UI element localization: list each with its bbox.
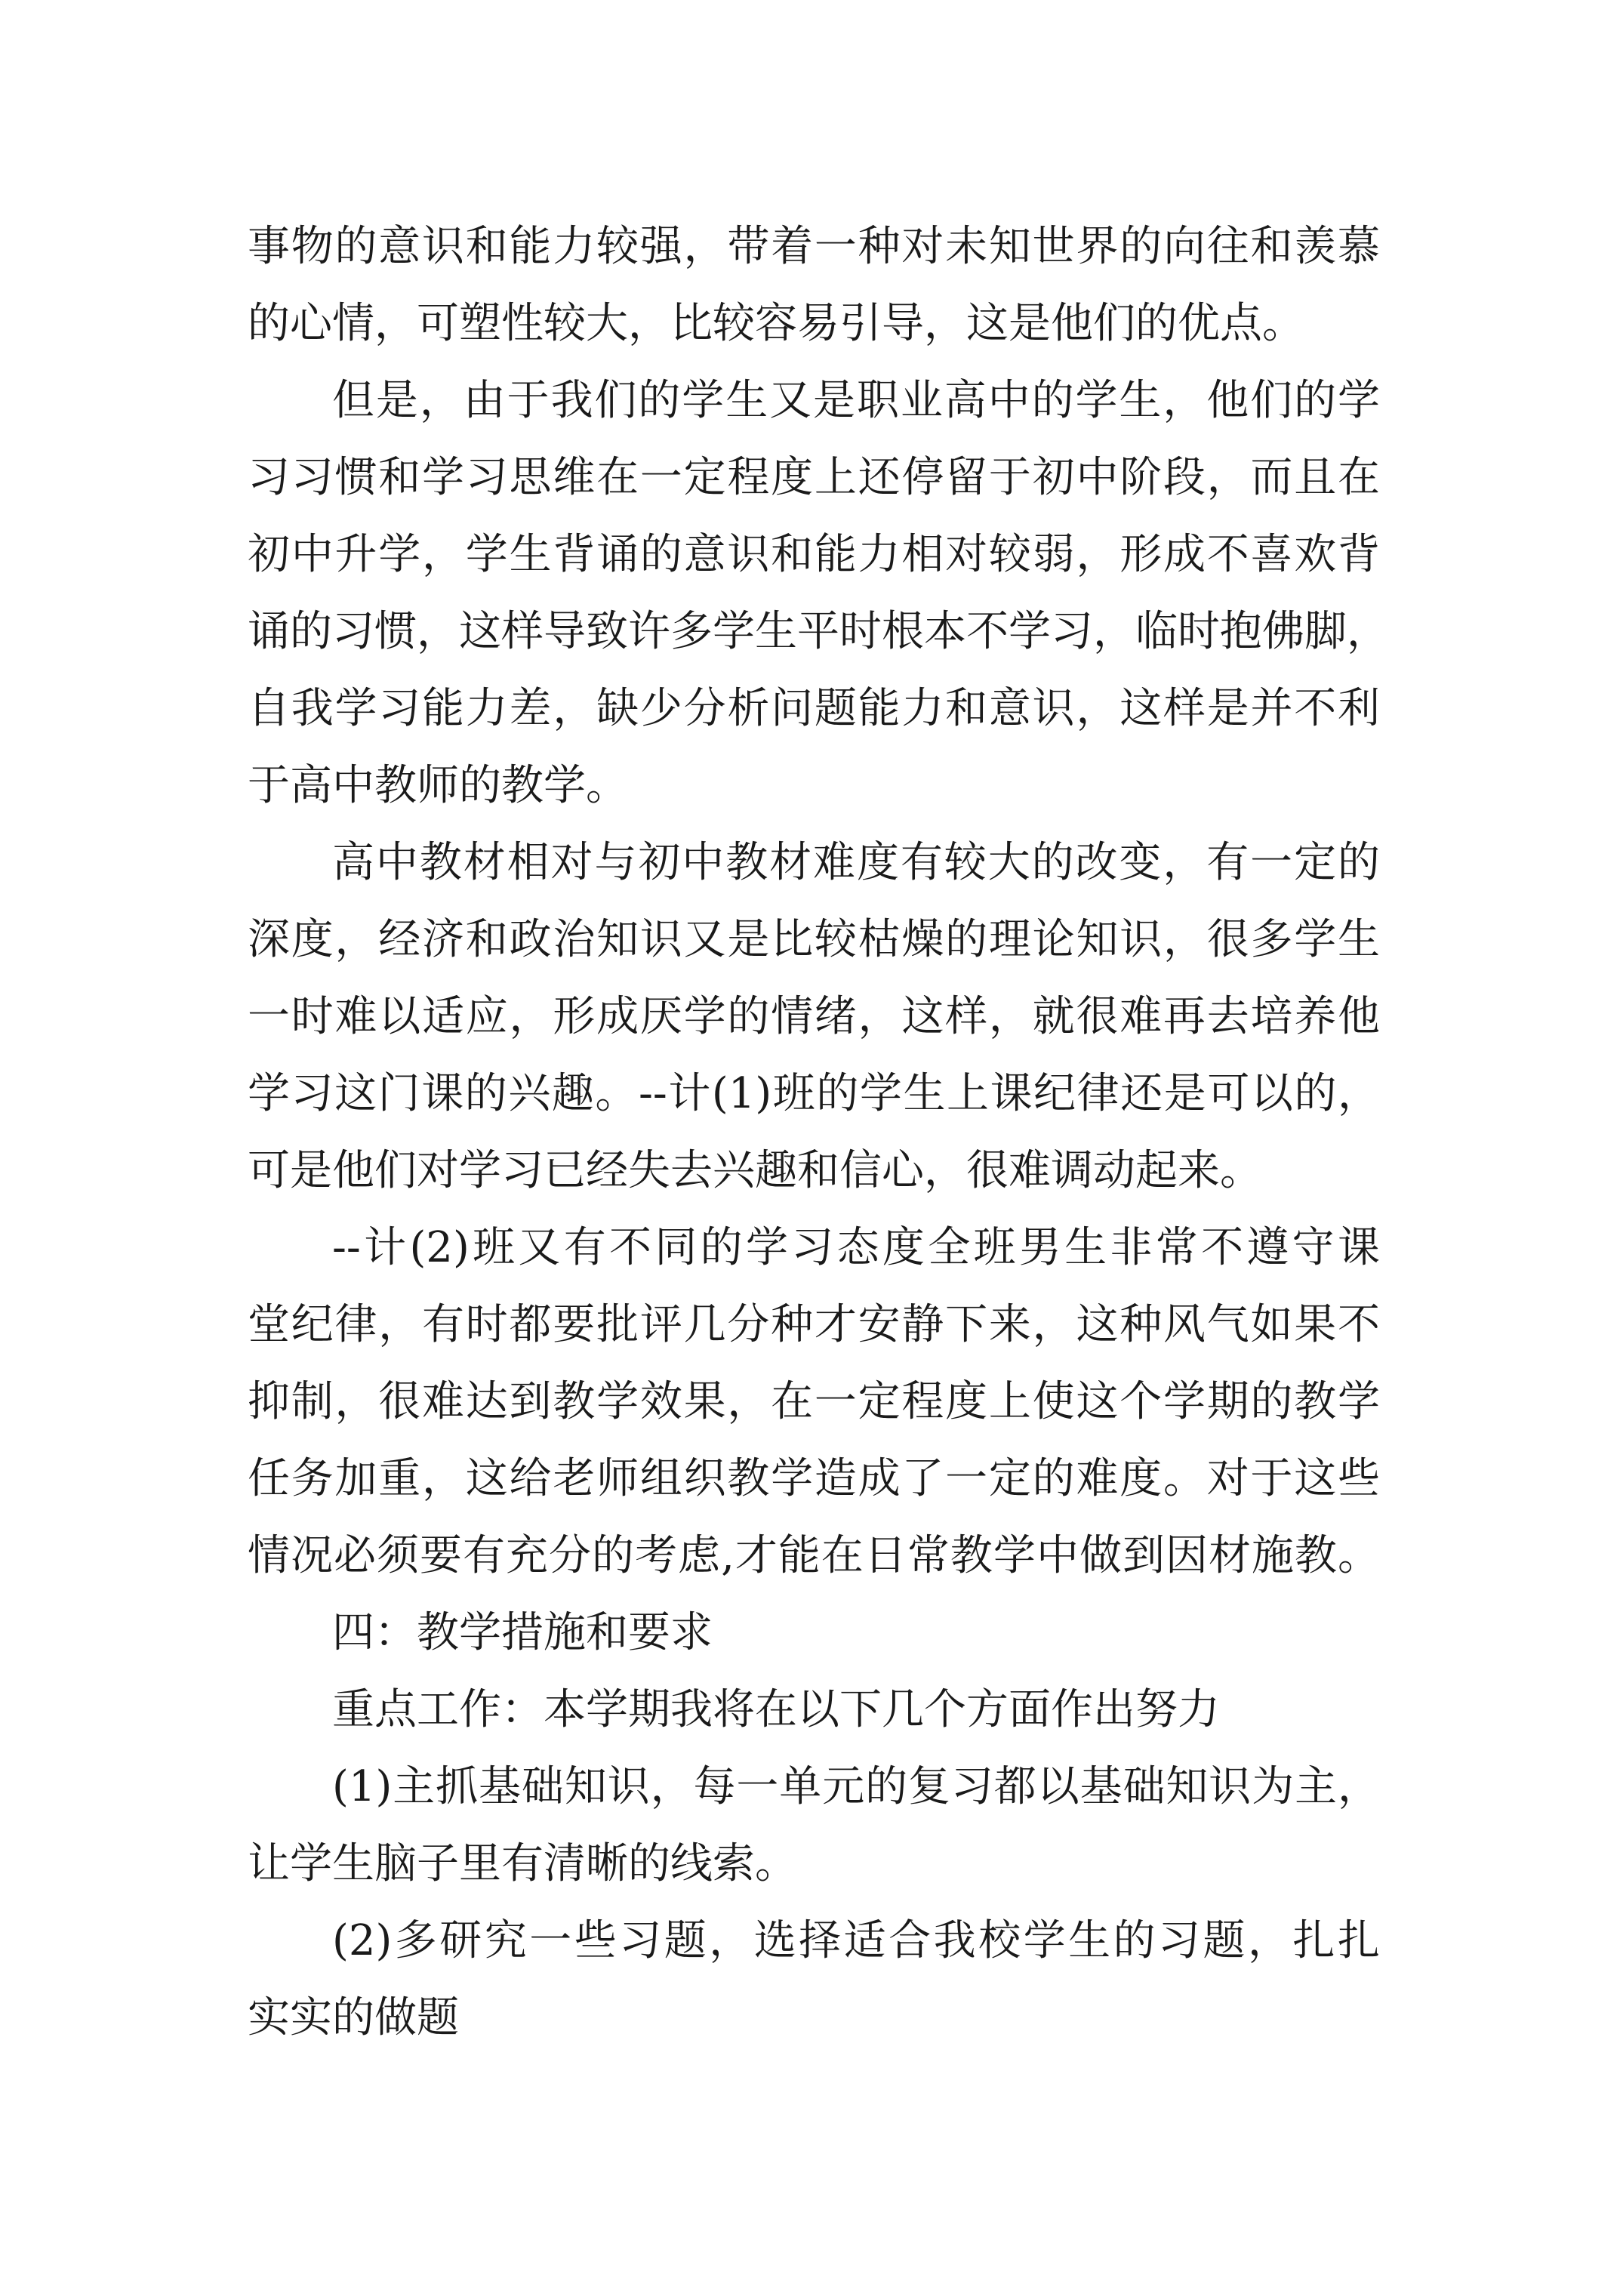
text-line: 实实的做题 (248, 1993, 459, 2042)
text-line: 的心情，可塑性较大，比较容易引导，这是他们的优点。 (248, 299, 1304, 348)
text-line: 初中升学，学生背诵的意识和能力相对较弱，形成不喜欢背 (248, 530, 1380, 579)
text-line: 堂纪律，有时都要批评几分种才安静下来，这种风气如果不 (248, 1300, 1380, 1349)
text-line: 事物的意识和能力较强，带着一种对未知世界的向往和羡慕 (248, 222, 1380, 271)
text-line: 一时难以适应，形成厌学的情绪，这样，就很难再去培养他 (248, 992, 1380, 1041)
text-line: 抑制，很难达到教学效果，在一定程度上使这个学期的教学 (248, 1377, 1380, 1426)
paragraph-start-line: 重点工作：本学期我将在以下几个方面作出努力 (332, 1685, 1220, 1734)
list-item-line: (2)多研究一些习题，选择适合我校学生的习题，扎扎 (332, 1916, 1380, 1965)
text-line: 任务加重，这给老师组织教学造成了一定的难度。对于这些 (248, 1454, 1380, 1503)
text-line: 于高中教师的教学。 (248, 761, 628, 810)
paragraph-start-line: --计(2)班又有不同的学习态度全班男生非常不遵守课 (332, 1223, 1380, 1272)
text-line: 深度，经济和政治知识又是比较枯燥的理论知识，很多学生 (248, 915, 1380, 964)
paragraph-start-line: 高中教材相对与初中教材难度有较大的改变，有一定的 (332, 838, 1380, 887)
section-heading: 四：教学措施和要求 (332, 1608, 713, 1657)
document-body (248, 208, 1389, 2057)
text-line: 让学生脑子里有清晰的线索。 (248, 1839, 797, 1888)
text-line: 情况必须要有充分的考虑,才能在日常教学中做到因材施教。 (248, 1531, 1380, 1580)
text-line: 可是他们对学习已经失去兴趣和信心，很难调动起来。 (248, 1146, 1262, 1195)
list-item-line: (1)主抓基础知识，每一单元的复习都以基础知识为主， (332, 1762, 1380, 1811)
text-line: 诵的习惯，这样导致许多学生平时根本不学习，临时抱佛脚， (248, 607, 1389, 656)
text-line: 学习这门课的兴趣。--计(1)班的学生上课纪律还是可以的， (248, 1069, 1380, 1118)
text-line: 自我学习能力差，缺少分析问题能力和意识，这样是并不利 (248, 684, 1380, 733)
paragraph-start-line: 但是，由于我们的学生又是职业高中的学生，他们的学 (332, 376, 1380, 425)
text-line: 习习惯和学习思维在一定程度上还停留于初中阶段，而且在 (248, 453, 1380, 502)
